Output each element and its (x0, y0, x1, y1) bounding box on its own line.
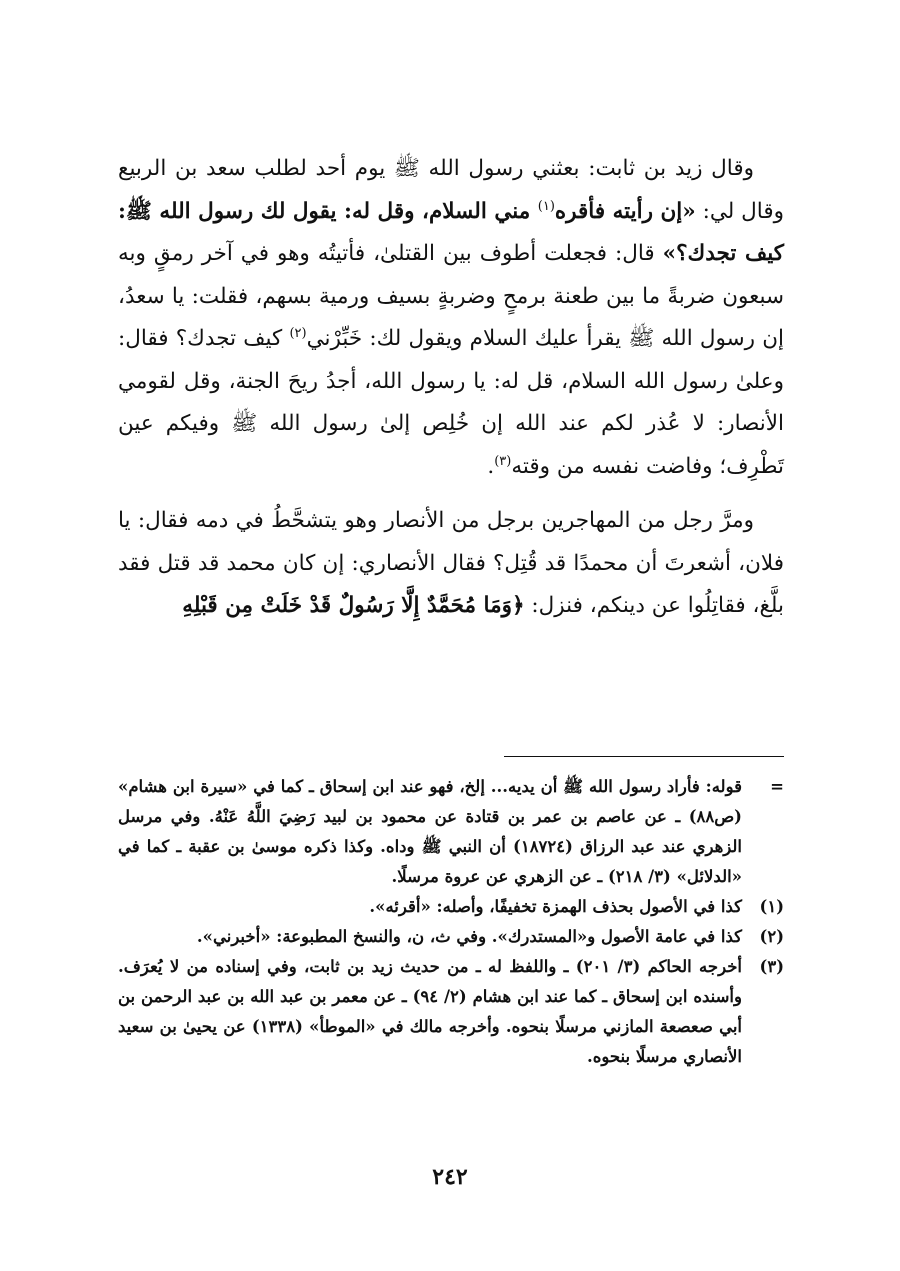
paragraph-1-end: . (487, 453, 495, 479)
footnote-3 (118, 952, 784, 1072)
footnote-continuation-marker: = (770, 777, 784, 796)
footnote-1-text: كذا في الأصول بحذف الهمزة تخفيفًا، وأصله: «أقرئه». (369, 897, 742, 916)
footnote-2 (118, 922, 784, 952)
footnote-ref-3: (٣) (494, 453, 512, 469)
footnote-3-text: أخرجه الحاكم (٣/ ٢٠١) ـ واللفظ له ـ من حديث زيد بن ثابت، وفي إسناده من لا يُعرَف. وأسنده ابن إسحاق ـ كما عند ابن هشام (٢/ ٩٤) ـ عن معمر بن عبد الله بن عبد الرحمن بن أبي صعصعة المازني مرسلًا بنحوه. وأخرجه مالك في «الموطأ» (١٣٣٨) عن يحيىٰ بن سعيد الأنصاري مرسلًا بنحوه. (118, 957, 743, 1066)
footnote-ref-1: (١) (537, 198, 555, 214)
footnotes (118, 772, 784, 1072)
quoted-message-start: «إن رأيته فأقره (554, 198, 696, 224)
footnote-2-marker: (٢) (759, 927, 784, 946)
main-text (118, 148, 784, 628)
footnote-1 (118, 892, 784, 922)
page-number: ٢٤٢ (432, 1164, 468, 1190)
footnote-ref-2: (٢) (289, 325, 307, 341)
paragraph-1-intro: وقال زيد بن ثابت: بعثني رسول الله ﷺ يوم أحد لطلب سعد بن الربيع وقال لي: (118, 156, 785, 224)
paragraph-1-body: قال: فجعلت أطوف بين القتلىٰ، فأتيتُه وهو في آخر رمقٍ وبه سبعون ضربةً ما بين طعنة برمحٍ وضربةٍ بسيف ورمية بسهم، فقلت: يا سعدُ، إن رسول الله ﷺ يقرأ عليك السلام ويقول لك: خَبِّرْني (118, 241, 784, 351)
paragraph-2 (118, 500, 784, 628)
footnote-continuation (118, 772, 784, 892)
footnote-2-text: كذا في عامة الأصول و«المستدرك». وفي ث، ن، والنسخ المطبوعة: «أخبرني». (196, 927, 742, 946)
quoted-message-end: مني السلام، وقل له: يقول لك رسول الله ﷺ: كيف تجدك؟» (118, 198, 785, 266)
paragraph-1-continuation: كيف تجدك؟ فقال: وعلىٰ رسول الله السلام، قل له: يا رسول الله، أجدُ ريحَ الجنة، وقل لقومي الأنصار: لا عُذر لكم عند الله إن خُلِص إلىٰ رسول الله ﷺ وفيكم عين تَطْرِف؛ وفاضت نفسه من وقته (118, 326, 784, 479)
footnote-1-marker: (١) (759, 897, 784, 916)
paragraph-2-body: ومرَّ رجل من المهاجرين برجل من الأنصار وهو يتشحَّطُ في دمه فقال: يا فلان، أشعرتَ أن محمدًا قد قُتِل؟ فقال الأنصاري: إن كان محمد قد قتل فقد بلَّغ، فقاتِلُوا عن دينكم، فنزل: (118, 508, 784, 618)
paragraph-1 (118, 148, 784, 488)
footnote-3-marker: (٣) (759, 957, 784, 976)
quran-verse: ﴿وَمَا مُحَمَّدٌ إِلَّا رَسُولٌ قَدْ خَلَتْ مِن قَبْلِهِ (182, 593, 525, 618)
footnote-divider (504, 756, 784, 757)
footnote-continuation-text: قوله: فأراد رسول الله ﷺ أن يديه... إلخ، فهو عند ابن إسحاق ـ كما في «سيرة ابن هشام» (ص٨٨) ـ عن عاصم بن عمر بن قتادة عن محمود بن لبيد رَضِيَ اللَّهُ عَنْهُ. وفي مرسل الزهري عند عبد الرزاق (١٨٧٢٤) أن النبي ﷺ وداه. وكذا ذكره موسىٰ بن عقبة ـ كما في «الدلائل» (٣/ ٢١٨) ـ عن الزهري عن عروة مرسلًا. (118, 777, 743, 886)
